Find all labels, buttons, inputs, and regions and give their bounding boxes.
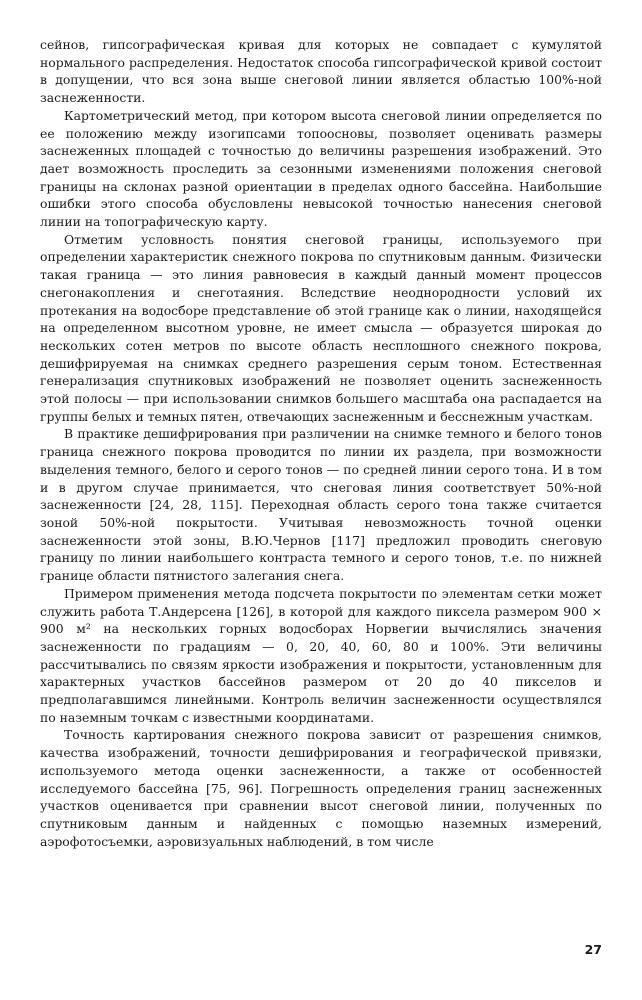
page-number: 27 <box>584 942 602 957</box>
paragraph-snow-line-concept: Отметим условность понятия снеговой границы, используемого при определении характеристик снежного покрова по спутниковым данным. Физически такая граница — это линия равновесия в каждый данный момент процессов снегонакопления и снеготаяния. Вследствие неоднородности условий их протекания на водосборе представление об этой границе как о линии, находящейся на определенном высотном уровне, не имеет смысла — образуется широкая до нескольких сотен метров по высоте область несплошного снежного покрова, дешифрируемая на снимках среднего разрешения серым тоном. Естественная генерализация спутниковых изображений не позволяет оценить заснеженность этой полосы — при использовании снимков большего масштаба она распадается на группы белых и темных пятен, отвечающих заснеженным и бесснежным участкам. <box>40 231 602 424</box>
paragraph-continuation: сейнов, гипсографическая кривая для которых не совпадает с кумулятой нормального распределения. Недостаток способа гипсографической кривой состоит в допущении, что вся зона выше снеговой линии является областью 100%-ной заснеженности. <box>40 37 602 106</box>
paragraph-grid-coverage-example: Примером применения метода подсчета покрытости по элементам сетки может служить работа Т.Андерсена [126], в которой для каждого пиксела размером 900 × 900 м² на нескольких горных водосборах Норвегии вычислялись значения заснеженности по градациям — 0, 20, 40, 60, 80 и 100%. Эти величины рассчитывались по связям яркости изображения и покрытости, установленным для характерных участков бассейнов размером от 20 до 40 пикселов и предполагавшимся линейными. Контроль величин заснеженности осуществлялся по наземным точкам с известными координатами. <box>40 585 602 725</box>
paragraph-mapping-accuracy: Точность картирования снежного покрова зависит от разрешения снимков, качества изображений, точности дешифрирования и географической привязки, используемого метода оценки заснеженности, а также от особенностей исследуемого бассейна [75, 96]. Погрешность определения границ заснеженных участков оценивается при сравнении высот снеговой линии, полученных по спутниковым данным и найденных с помощью наземных измерений, аэрофотосъемки, аэровизуальных наблюдений, в том числе <box>40 727 602 849</box>
paragraph-interpretation-practice: В практике дешифрирования при различении на снимке темного и белого тонов граница снежного покрова проводится по линии их раздела, при возможности выделения темного, белого и серого тонов — по средней линии серого тона. И в том и в другом случае принимается, что снеговая линия соответствует 50%-ной заснеженности [24, 28, 115]. Переходная область серого тона также считается зоной 50%-ной покрытости. Учитывая невозможность точной оценки заснеженности этой зоны, В.Ю.Чернов [117] предложил проводить снеговую границу по линии наибольшего контраста темного и серого тонов, т.е. по нижней границе области пятнистого залегания снега. <box>40 426 602 584</box>
paragraph-cartometric-method: Картометрический метод, при котором высота снеговой линии определяется по ее положению между изогипсами топоосновы, позволяет оценивать размеры заснеженных площадей с точностью до величины разрешения изображений. Это дает возможность проследить за сезонными изменениями положения снеговой границы на склонах разной ориентации в пределах одного бассейна. Наибольшие ошибки этого способа обусловлены невысокой точностью нанесения снеговой линии на топографическую карту. <box>40 107 602 230</box>
page-body <box>40 36 602 850</box>
